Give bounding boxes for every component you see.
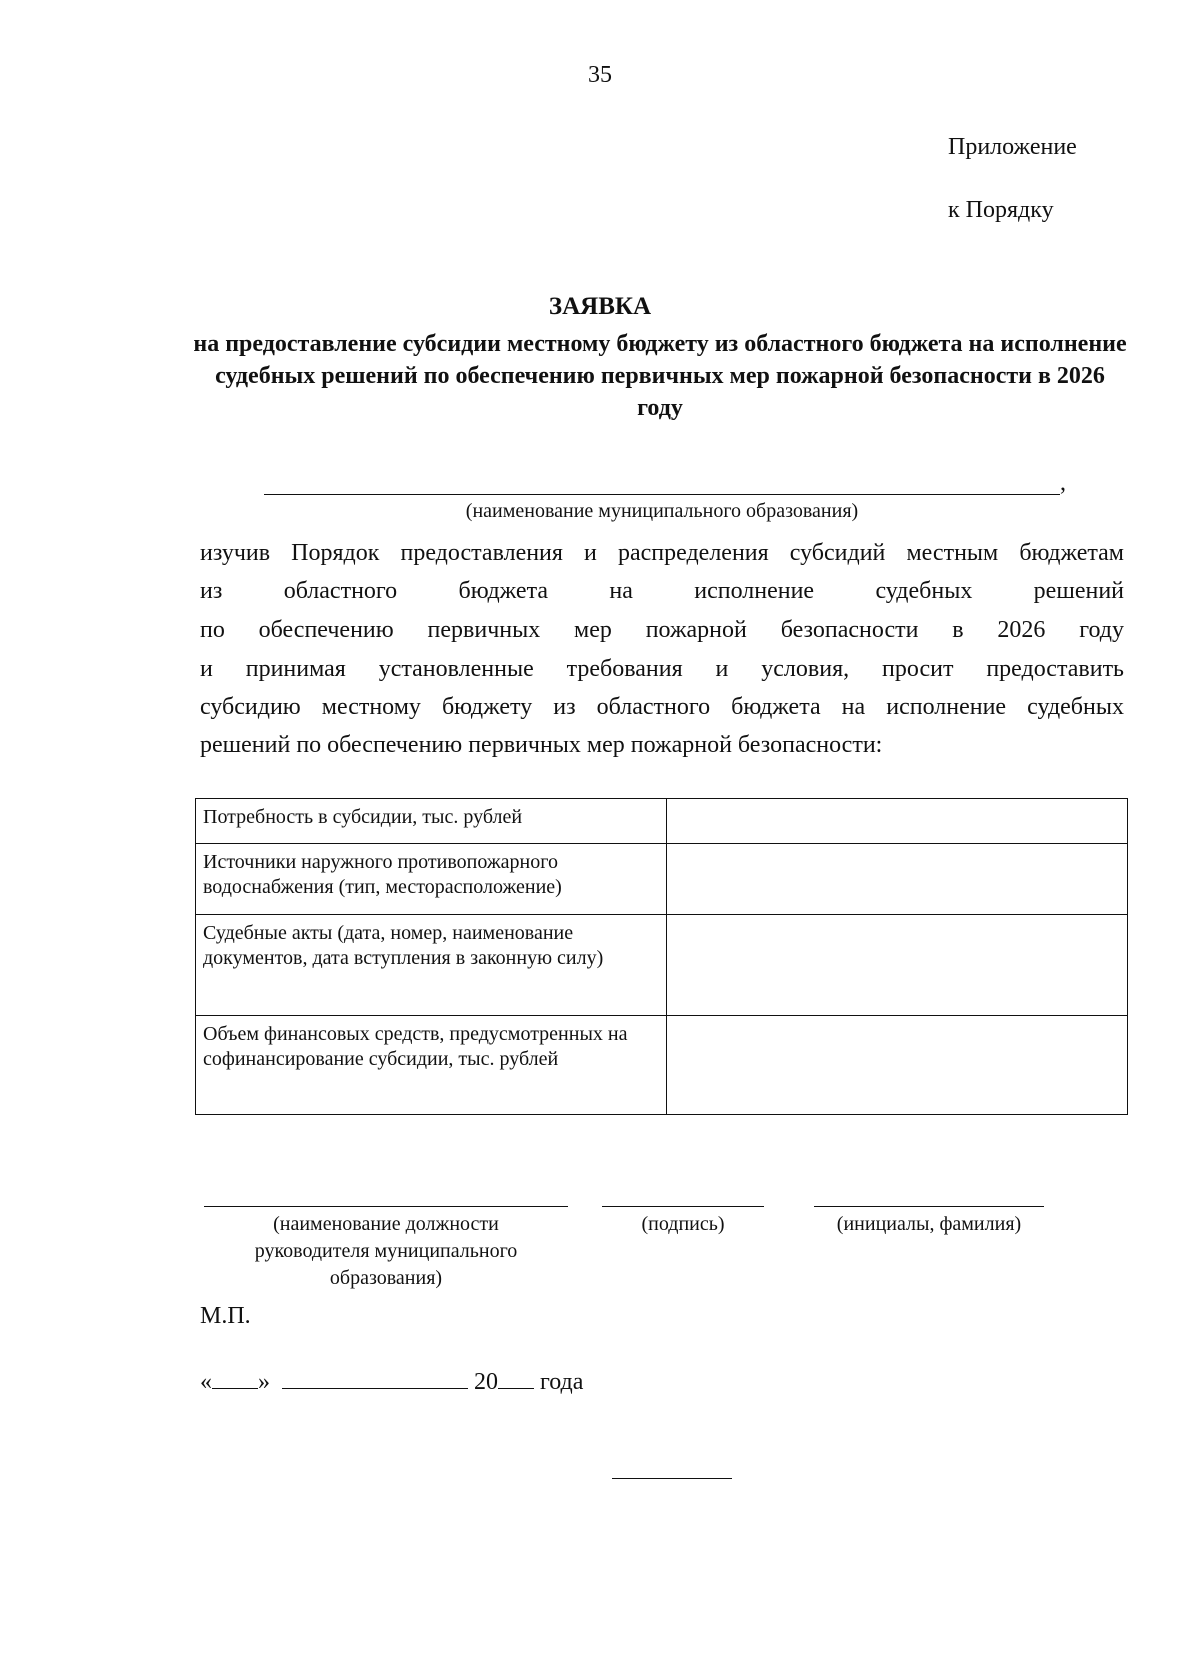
municipality-comma: , xyxy=(1060,470,1066,496)
table-row-label: Потребность в субсидии, тыс. рублей xyxy=(196,799,667,844)
name-signature-line xyxy=(814,1206,1044,1207)
subsidy-request-table xyxy=(195,798,1128,1115)
signature-caption: (подпись) xyxy=(641,1213,725,1235)
table-row-value[interactable] xyxy=(666,1016,1127,1115)
table-row-value[interactable] xyxy=(666,799,1127,844)
table-row-value[interactable] xyxy=(666,844,1127,915)
stamp-placeholder-label: М.П. xyxy=(200,1303,251,1329)
document-subtitle: на предоставление субсидии местному бюджету из областного бюджета на исполнение судебных решений по обеспечению первичных мер пожарной безопасности в 2026 году xyxy=(193,331,1127,421)
name-caption: (инициалы, фамилия) xyxy=(836,1213,1022,1235)
month-blank[interactable] xyxy=(282,1368,468,1389)
position-signature-line xyxy=(204,1206,568,1207)
date-open-quote: « xyxy=(200,1369,212,1395)
page-number: 35 xyxy=(588,62,612,88)
table-row-label: Объем финансовых средств, предусмотренных на софинансирование субсидии, тыс. рублей xyxy=(196,1016,667,1115)
signature-line xyxy=(602,1206,764,1207)
document-title: ЗАЯВКА xyxy=(548,293,652,320)
date-close-quote: » xyxy=(258,1369,270,1395)
table-row-label: Судебные акты (дата, номер, наименование документов, дата вступления в законную силу) xyxy=(196,915,667,1016)
table-row xyxy=(196,1016,1128,1115)
date-row xyxy=(200,1368,583,1396)
table-row xyxy=(196,799,1128,844)
body-text-line: по обеспечению первичных мер пожарной безопасности в 2026 году xyxy=(200,617,1124,643)
body-text-line: решений по обеспечению первичных мер пожарной безопасности: xyxy=(200,732,883,758)
appendix-label: Приложение xyxy=(948,134,1077,160)
day-blank[interactable] xyxy=(212,1368,258,1389)
body-text-line: субсидию местному бюджету из областного бюджета на исполнение судебных xyxy=(200,694,1124,720)
table-row-value[interactable] xyxy=(666,915,1127,1016)
body-text-line: и принимая установленные требования и условия, просит предоставить xyxy=(200,656,1124,682)
table-row xyxy=(196,844,1128,915)
position-caption: (наименование должности руководителя муниципального образования) xyxy=(254,1213,518,1289)
year-prefix: 20 xyxy=(474,1369,498,1395)
body-text-line: из областного бюджета на исполнение судебных решений xyxy=(200,578,1124,604)
table-row-label: Источники наружного противопожарного водоснабжения (тип, месторасположение) xyxy=(196,844,667,915)
body-text-line: изучив Порядок предоставления и распределения субсидий местным бюджетам xyxy=(200,540,1124,566)
closing-separator-line xyxy=(612,1478,732,1479)
table-row xyxy=(196,915,1128,1016)
municipality-blank-line xyxy=(264,494,1060,495)
year-blank[interactable] xyxy=(498,1368,534,1389)
appendix-reference: к Порядку xyxy=(948,197,1054,223)
municipality-caption: (наименование муниципального образования) xyxy=(465,500,859,522)
year-suffix: года xyxy=(540,1369,584,1395)
